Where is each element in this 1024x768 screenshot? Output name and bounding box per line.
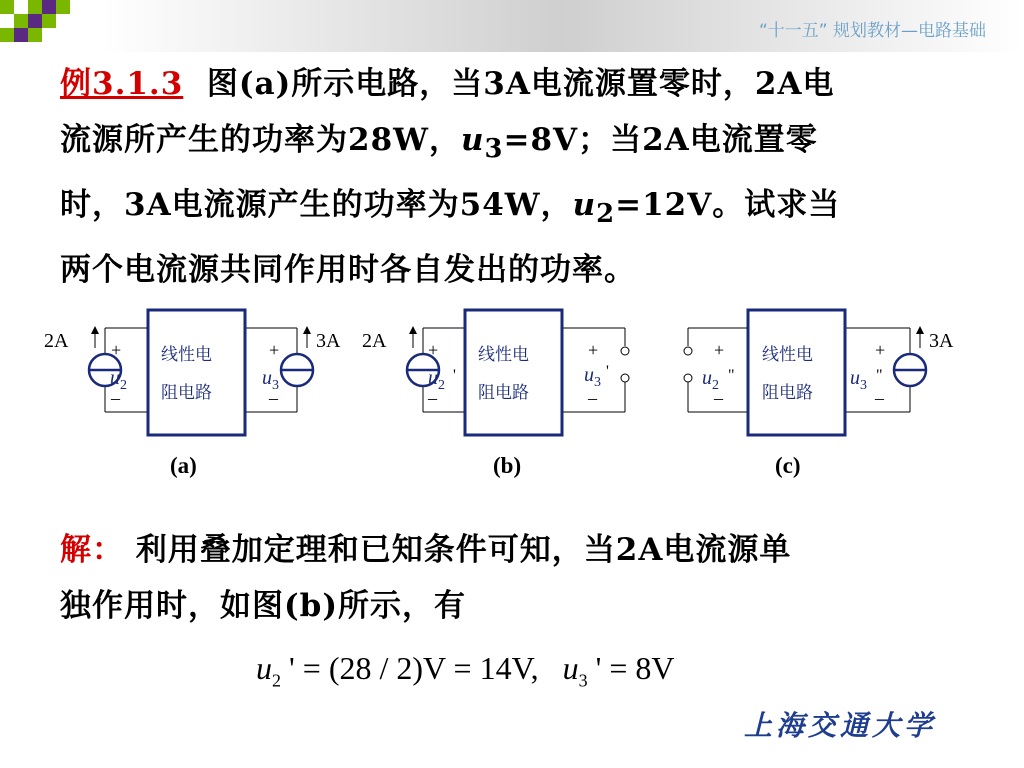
box-label-1: 线性电	[161, 345, 212, 365]
var-u: u	[572, 187, 597, 224]
eq-text-end: ' = 8V	[587, 650, 675, 686]
solution-text-1: 利用叠加定理和已知条件可知，当2A电流源单	[135, 532, 792, 568]
minus-sign: –	[269, 388, 278, 408]
linear-network-box-c	[748, 310, 845, 435]
var-sub: 3	[594, 375, 601, 390]
current-source-3a-a	[281, 354, 313, 386]
open-terminal-icon	[684, 347, 692, 355]
var-sub: 2	[120, 378, 127, 393]
minus-sign: –	[111, 388, 120, 408]
var-sub: 2	[596, 199, 616, 230]
university-logo: 上海交通大学	[743, 709, 936, 742]
solution-line-2: 独作用时，如图(b)所示，有	[60, 588, 467, 624]
arrow-head-icon	[91, 326, 99, 334]
minus-sign: –	[588, 388, 597, 408]
source-label-3a: 3A	[316, 330, 341, 352]
box-label-1: 线性电	[478, 345, 529, 365]
corner-logo-icon	[0, 0, 82, 52]
example-label: 例3.1.3	[60, 66, 184, 102]
solution	[60, 522, 970, 634]
var-u2: u	[110, 367, 120, 389]
var-sub: 3	[484, 134, 504, 165]
var-u2: u	[428, 367, 438, 389]
var-sub: 3	[860, 378, 867, 393]
eq-var-u: u	[562, 650, 579, 686]
minus-sign: –	[875, 388, 884, 408]
var-sub: 2	[438, 378, 445, 393]
plus-sign: +	[588, 340, 599, 360]
caption-a: (a)	[170, 453, 197, 478]
linear-network-box-b	[465, 310, 562, 435]
current-source-3a-c	[894, 354, 926, 386]
box-label-2: 阻电路	[478, 383, 529, 403]
source-label-3a: 3A	[929, 330, 954, 352]
var-u3: u	[850, 367, 860, 389]
caption-b: (b)	[493, 453, 522, 478]
solution-label: 解：	[60, 532, 124, 568]
plus-sign: +	[875, 340, 886, 360]
arrow-head-icon	[303, 326, 311, 334]
caption-c: (c)	[775, 453, 801, 478]
source-label-2a: 2A	[362, 330, 387, 352]
linear-network-box-a	[148, 310, 245, 435]
circuit-figure	[40, 300, 984, 500]
plus-sign: +	[269, 340, 280, 360]
double-prime-mark: "	[876, 367, 883, 384]
problem-line-2	[60, 112, 970, 177]
box-label-2: 阻电路	[161, 383, 212, 403]
problem-text-3b: =12V。试求当	[615, 187, 841, 224]
prime-mark: '	[453, 367, 456, 384]
arrow-head-icon	[409, 326, 417, 334]
solution-line-1	[60, 522, 970, 578]
var-u2: u	[702, 367, 712, 389]
minus-sign: –	[428, 388, 437, 408]
problem-line-1	[60, 56, 970, 112]
var-sub: 2	[712, 378, 719, 393]
double-prime-mark: "	[728, 367, 735, 384]
problem-text-3a: 时，3A电流源产生的功率为54W，	[60, 187, 573, 224]
open-terminal-icon	[684, 374, 692, 382]
box-label-1: 线性电	[762, 345, 813, 365]
problem-text-2b: =8V；当2A电流置零	[503, 122, 818, 158]
problem-text-1: 图(a)所示电路，当3A电流源置零时，2A电	[206, 66, 835, 102]
problem-line-4: 两个电流源共同作用时各自发出的功率。	[60, 252, 636, 289]
plus-sign: +	[111, 340, 122, 360]
eq-sub: 3	[578, 670, 588, 691]
var-u3: u	[262, 367, 272, 389]
var-u3: u	[584, 364, 594, 386]
plus-sign: +	[714, 340, 725, 360]
var-u: u	[460, 122, 485, 158]
eq-var-u: u	[256, 650, 272, 686]
minus-sign: –	[714, 388, 723, 408]
prime-mark: '	[606, 363, 609, 380]
problem-text-2a: 流源所产生的功率为28W，	[60, 122, 461, 158]
source-label-2a: 2A	[44, 330, 69, 352]
header-title: “十一五” 规划教材—电路基础	[758, 21, 986, 41]
open-terminal-icon	[621, 347, 629, 355]
eq-sub: 2	[272, 670, 281, 691]
var-sub: 3	[272, 378, 279, 393]
problem-statement	[60, 56, 970, 298]
eq-text: ' = (28 / 2)V = 14V,	[281, 650, 563, 686]
plus-sign: +	[428, 340, 439, 360]
equation	[256, 650, 675, 691]
problem-line-3	[60, 177, 970, 242]
arrow-head-icon	[916, 326, 924, 334]
open-terminal-icon	[621, 374, 629, 382]
box-label-2: 阻电路	[762, 383, 813, 403]
